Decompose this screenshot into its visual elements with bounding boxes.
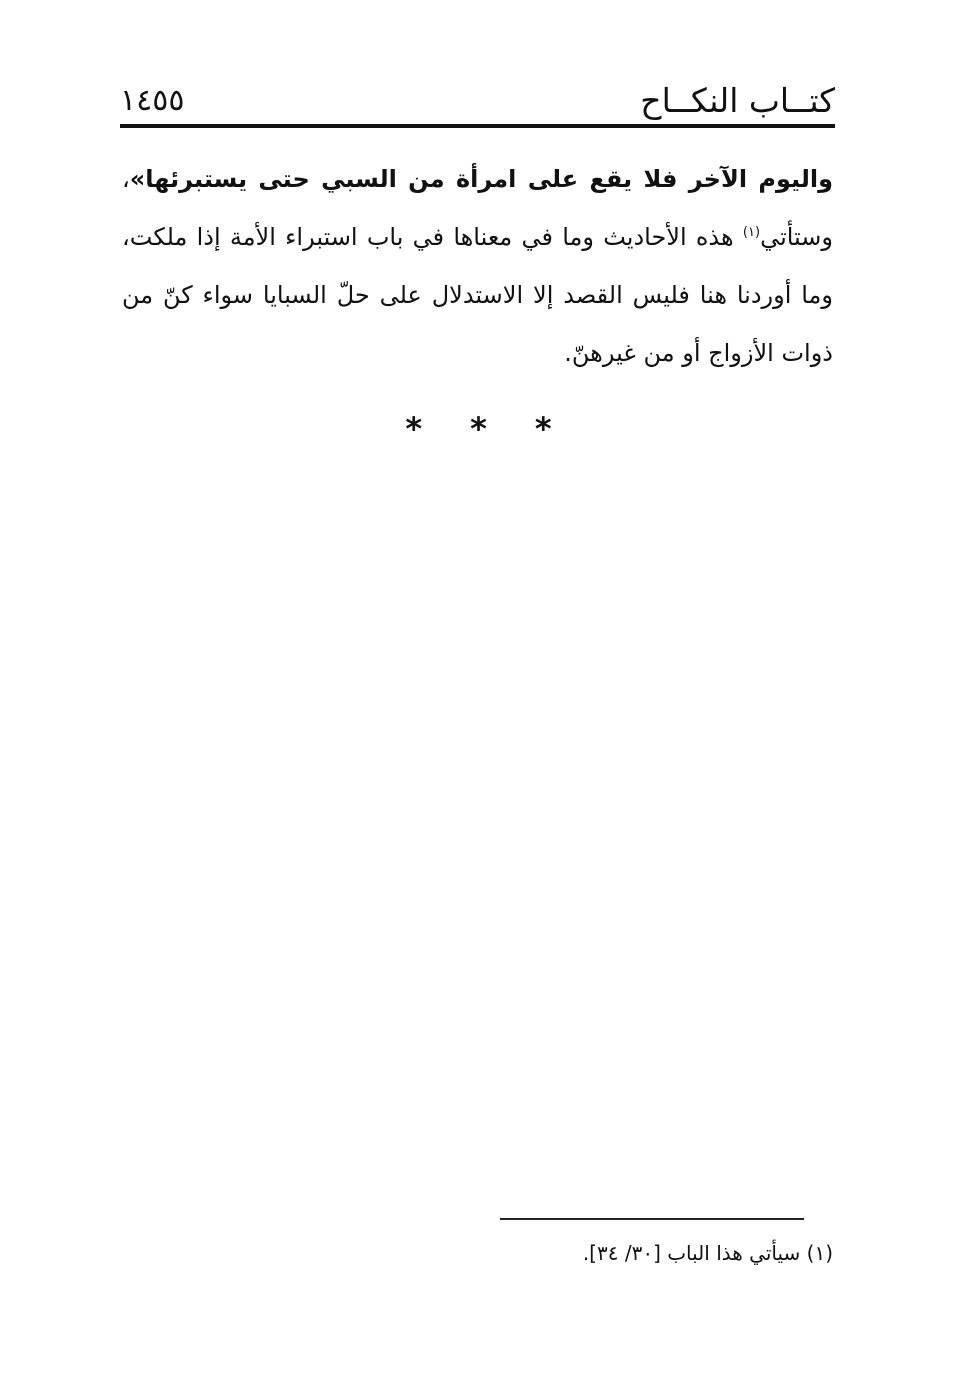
hadith-quote: واليوم الآخر فلا يقع على امرأة من السبي حتى يستبرئها» [129, 165, 833, 193]
chapter-title: كتــاب النكــاح [640, 81, 835, 120]
page-number: ١٤٥٥ [120, 83, 185, 118]
body-text-after-note: هذه الأحاديث وما في معناها في باب استبراء الأمة إذا ملكت، وما أوردنا هنا فليس القصد إلا الاستدلال على حلّ السبايا سواء كنّ من ذوات الأزواج أو من غيرهنّ. [122, 223, 833, 367]
footnote-reference: (١) [742, 225, 761, 240]
separator-star: * [534, 410, 552, 448]
page-header [120, 78, 835, 124]
footnote-rule [500, 1218, 804, 1220]
body-paragraph [122, 150, 833, 382]
separator-star: * [405, 410, 423, 448]
section-separator [0, 410, 957, 448]
separator-star: * [470, 410, 487, 448]
body-text-before-note: ، وستأتي [122, 165, 833, 251]
header-rule [120, 124, 835, 128]
footnote: (١) سيأتي هذا الباب [٣٠/ ٣٤]. [582, 1241, 833, 1265]
